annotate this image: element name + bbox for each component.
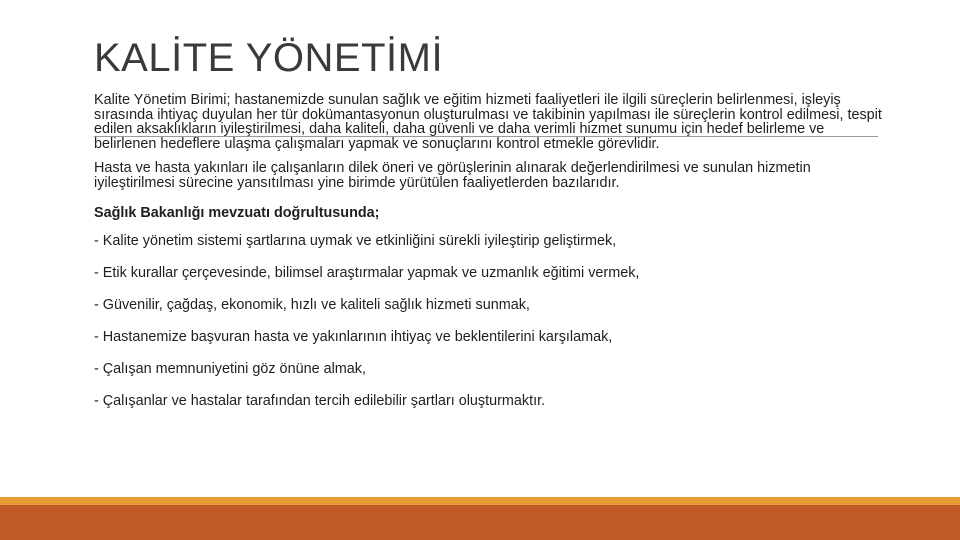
list-item: - Hastanemize başvuran hasta ve yakınlarının ihtiyaç ve beklentilerini karşılamak, (94, 328, 613, 345)
list-item: - Güvenilir, çağdaş, ekonomik, hızlı ve kaliteli sağlık hizmeti sunmak, (94, 296, 530, 313)
list-item: - Çalışanlar ve hastalar tarafından tercih edilebilir şartları oluşturmaktır. (94, 392, 546, 409)
list-item: - Çalışan memnuniyetini göz önüne almak, (94, 360, 366, 377)
slide-body (94, 93, 884, 425)
list-item: - Kalite yönetim sistemi şartlarına uymak ve etkinliğini sürekli iyileştirip geliştirmek, (94, 232, 617, 249)
footer-accent-stripe (0, 497, 960, 505)
regulation-heading: Sağlık Bakanlığı mevzuatı doğrultusunda; (94, 204, 380, 221)
slide-title: KALİTE YÖNETİMİ (94, 36, 444, 80)
list-item: - Etik kurallar çerçevesinde, bilimsel araştırmalar yapmak ve uzmanlık eğitimi vermek, (94, 264, 640, 281)
feedback-paragraph: Hasta ve hasta yakınları ile çalışanların dilek öneri ve görüşlerinin alınarak değerlendirilmesi ve sunulan hizmetin iyileştirilmesi sürecine yansıtılması yine birimde yürütülen faaliyetlerden bazılarıdır. (94, 160, 811, 191)
footer-bar (0, 505, 960, 540)
intro-paragraph: Kalite Yönetim Birimi; hastanemizde sunulan sağlık ve eğitim hizmeti faaliyetleri ile ilgili süreçlerin belirlenmesi, işleyiş sırasında ihtiyaç duyulan her tür dokümantasyonun oluşturulması ve takibinin yapılması ile süreçlerin kontrol edilmesi, tespit edilen aksaklıkların iyileştirilmesi, daha kaliteli, daha güvenli ve daha verimli hizmet sunumu için hedef belirleme ve belirlenen hedeflere ulaşma çalışmaları yapmak ve sonuçlarını kontrol etmekle görevlidir. (94, 92, 882, 152)
